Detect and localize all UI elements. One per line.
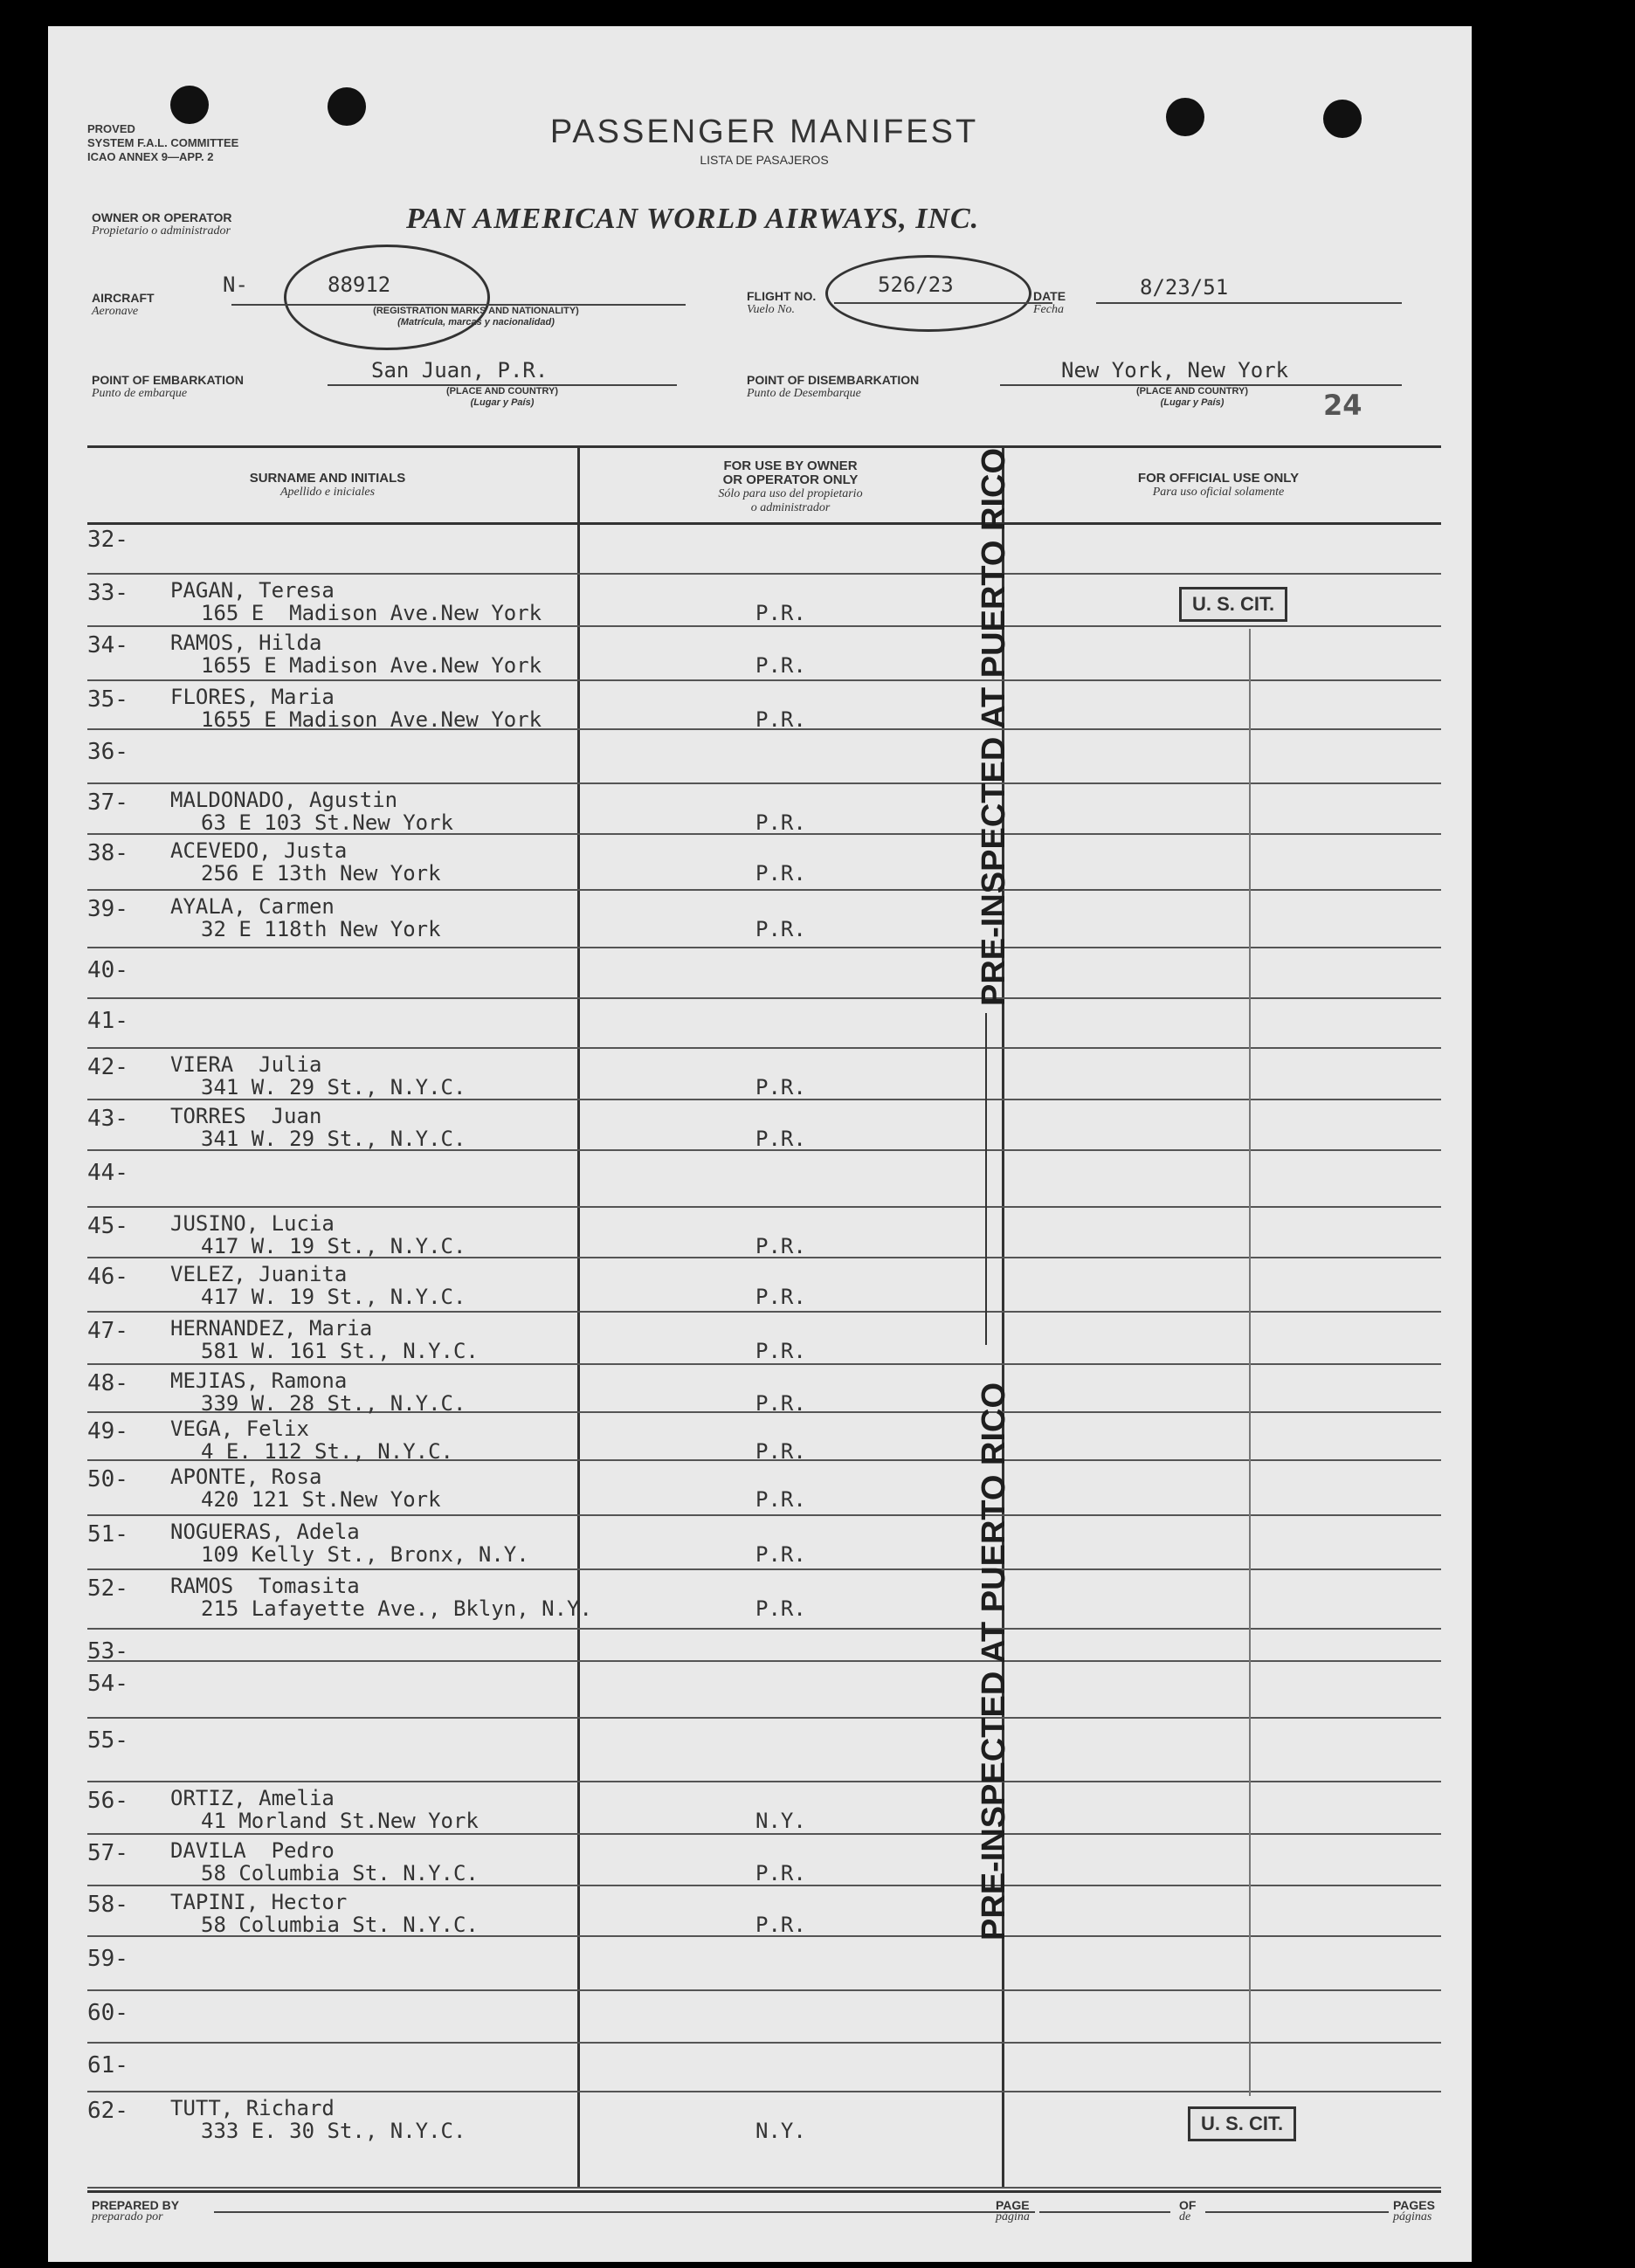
operator-code: P.R. xyxy=(755,1339,806,1363)
row-rule xyxy=(87,2091,1441,2092)
operator-code: P.R. xyxy=(755,1391,806,1416)
footer-rule xyxy=(87,2190,1441,2193)
row-rule xyxy=(87,1660,1441,1662)
passenger-name: VEGA, Felix xyxy=(170,1417,309,1441)
approval-line: PROVED xyxy=(87,122,135,135)
of-label: OF de xyxy=(1179,2198,1197,2223)
sheet-number: 24 xyxy=(1323,389,1362,422)
prepared-by-label: PREPARED BY preparado por xyxy=(92,2198,180,2223)
passenger-address: 417 W. 19 St., N.Y.C. xyxy=(201,1234,466,1258)
operator-code: P.R. xyxy=(755,1127,806,1151)
punch-hole xyxy=(170,86,209,124)
row-number: 57- xyxy=(87,1840,128,1866)
row-number: 54- xyxy=(87,1671,128,1697)
operator-code: P.R. xyxy=(755,653,806,678)
operator-code: P.R. xyxy=(755,1596,806,1621)
operator-code: P.R. xyxy=(755,810,806,835)
registration-circle xyxy=(284,245,490,350)
row-rule xyxy=(87,1628,1441,1630)
row-rule xyxy=(87,1206,1441,1208)
row-rule xyxy=(87,679,1441,681)
row-number: 34- xyxy=(87,632,128,658)
pages-label: PAGES páginas xyxy=(1393,2198,1435,2223)
passenger-name: TUTT, Richard xyxy=(170,2096,335,2120)
operator-code: P.R. xyxy=(755,917,806,941)
row-rule xyxy=(87,625,1441,627)
row-rule xyxy=(87,997,1441,999)
passenger-name: HERNANDEZ, Maria xyxy=(170,1316,373,1341)
passenger-address: 1655 E Madison Ave.New York xyxy=(201,653,542,678)
passenger-address: 339 W. 28 St., N.Y.C. xyxy=(201,1391,466,1416)
passenger-name: RAMOS, Hilda xyxy=(170,631,322,655)
operator-code: P.R. xyxy=(755,1285,806,1309)
disembark-point: New York, New York xyxy=(1061,358,1289,383)
owner-label: OWNER OR OPERATOR Propietario o administrador xyxy=(92,210,232,238)
row-number: 39- xyxy=(87,896,128,922)
row-rule xyxy=(87,889,1441,891)
row-number: 38- xyxy=(87,840,128,866)
operator-code: P.R. xyxy=(755,1487,806,1512)
flight-number: 526/23 xyxy=(878,272,954,297)
page-subtitle: LISTA DE PASAJEROS xyxy=(700,153,829,167)
passenger-address: 333 E. 30 St., N.Y.C. xyxy=(201,2119,466,2143)
registration-caption: (REGISTRATION MARKS AND NATIONALITY) (Matrícula, marcas y nacionalidad) xyxy=(373,306,579,327)
aircraft-label: AIRCRAFT Aeronave xyxy=(92,291,155,318)
punch-hole xyxy=(1323,100,1362,138)
passenger-address: 215 Lafayette Ave., Bklyn, N.Y. xyxy=(201,1596,592,1621)
row-number: 61- xyxy=(87,2052,128,2078)
passenger-address: 417 W. 19 St., N.Y.C. xyxy=(201,1285,466,1309)
row-number: 62- xyxy=(87,2098,128,2124)
row-number: 47- xyxy=(87,1318,128,1344)
page-title: PASSENGER MANIFEST xyxy=(549,114,979,150)
passenger-name: PAGAN, Teresa xyxy=(170,578,335,603)
row-number: 33- xyxy=(87,580,128,606)
passenger-name: TORRES Juan xyxy=(170,1104,322,1128)
passenger-address: 341 W. 29 St., N.Y.C. xyxy=(201,1075,466,1100)
row-number: 45- xyxy=(87,1213,128,1239)
flight-date: 8/23/51 xyxy=(1140,275,1229,300)
operator-code: P.R. xyxy=(755,1075,806,1100)
row-number: 60- xyxy=(87,2000,128,2026)
prepared-by-line xyxy=(214,2211,1035,2213)
row-number: 41- xyxy=(87,1008,128,1034)
embark-caption: (PLACE AND COUNTRY) (Lugar y País) xyxy=(445,386,559,408)
row-rule xyxy=(87,1047,1441,1049)
approval-block xyxy=(87,122,238,164)
passenger-address: 63 E 103 St.New York xyxy=(201,810,453,835)
manifest-page xyxy=(48,26,1472,2262)
passenger-name: ACEVEDO, Justa xyxy=(170,838,348,863)
passenger-name: APONTE, Rosa xyxy=(170,1465,322,1489)
row-number: 58- xyxy=(87,1892,128,1918)
passenger-name: DAVILA Pedro xyxy=(170,1838,335,1863)
row-rule xyxy=(87,1833,1441,1835)
operator-code: P.R. xyxy=(755,1439,806,1464)
row-number: 51- xyxy=(87,1521,128,1548)
passenger-name: RAMOS Tomasita xyxy=(170,1574,360,1598)
passenger-address: 32 E 118th New York xyxy=(201,917,441,941)
stamp-connector-line xyxy=(985,1013,987,1345)
header-rule xyxy=(87,522,1441,525)
column-header-official-use: FOR OFFICIAL USE ONLY Para uso oficial solamente xyxy=(1137,471,1300,499)
operator-code: P.R. xyxy=(755,601,806,625)
operator-code: P.R. xyxy=(755,1542,806,1567)
page-line xyxy=(1039,2211,1170,2213)
operator-code: N.Y. xyxy=(755,2119,806,2143)
operator-code: P.R. xyxy=(755,861,806,886)
row-number: 59- xyxy=(87,1946,128,1972)
table-top-rule xyxy=(87,445,1441,448)
row-number: 32- xyxy=(87,527,128,553)
operator-code: P.R. xyxy=(755,1234,806,1258)
row-number: 56- xyxy=(87,1788,128,1814)
row-rule xyxy=(87,573,1441,575)
row-number: 52- xyxy=(87,1575,128,1602)
row-number: 50- xyxy=(87,1466,128,1492)
operator-code: P.R. xyxy=(755,707,806,732)
approval-line: ICAO ANNEX 9—APP. 2 xyxy=(87,150,214,163)
row-rule xyxy=(87,2042,1441,2044)
aircraft-registration: 88912 xyxy=(328,272,391,297)
row-number: 55- xyxy=(87,1727,128,1754)
punch-hole xyxy=(328,87,366,126)
row-rule xyxy=(87,1311,1441,1313)
row-number: 44- xyxy=(87,1160,128,1186)
row-rule xyxy=(87,947,1441,948)
passenger-name: AYALA, Carmen xyxy=(170,894,335,919)
passenger-name: VELEZ, Juanita xyxy=(170,1262,348,1286)
citizen-stamp: U. S. CIT. xyxy=(1179,587,1287,622)
aircraft-prefix: N- xyxy=(223,272,248,297)
passenger-name: NOGUERAS, Adela xyxy=(170,1520,360,1544)
punch-hole xyxy=(1166,98,1204,136)
embark-point: San Juan, P.R. xyxy=(371,358,548,383)
passenger-address: 41 Morland St.New York xyxy=(201,1809,479,1833)
row-number: 48- xyxy=(87,1370,128,1396)
flight-circle xyxy=(825,255,1031,332)
row-number: 53- xyxy=(87,1638,128,1665)
passenger-name: FLORES, Maria xyxy=(170,685,335,709)
row-rule xyxy=(87,2187,1441,2189)
passenger-name: MEJIAS, Ramona xyxy=(170,1368,348,1393)
row-number: 46- xyxy=(87,1264,128,1290)
disembark-caption: (PLACE AND COUNTRY) (Lugar y País) xyxy=(1135,386,1249,408)
operator-code: P.R. xyxy=(755,1861,806,1885)
flight-underline xyxy=(834,302,1052,304)
passenger-address: 165 E Madison Ave.New York xyxy=(201,601,542,625)
row-rule xyxy=(87,1568,1441,1570)
row-number: 36- xyxy=(87,739,128,765)
passenger-name: MALDONADO, Agustin xyxy=(170,788,398,812)
row-number: 49- xyxy=(87,1418,128,1444)
operator-code: P.R. xyxy=(755,1913,806,1937)
row-rule xyxy=(87,1514,1441,1516)
row-rule xyxy=(87,1363,1441,1365)
passenger-address: 581 W. 161 St., N.Y.C. xyxy=(201,1339,479,1363)
column-header-owner-use: FOR USE BY OWNER OR OPERATOR ONLY Sólo para uso del propietario o administrador xyxy=(718,458,863,514)
passenger-address: 1655 E Madison Ave.New York xyxy=(201,707,542,732)
row-number: 35- xyxy=(87,686,128,713)
column-divider xyxy=(577,445,580,2188)
of-line xyxy=(1205,2211,1389,2213)
passenger-address: 58 Columbia St. N.Y.C. xyxy=(201,1913,479,1937)
passenger-address: 341 W. 29 St., N.Y.C. xyxy=(201,1127,466,1151)
disembark-label: POINT OF DISEMBARKATION Punto de Desembarque xyxy=(747,373,920,400)
passenger-address: 256 E 13th New York xyxy=(201,861,441,886)
passenger-name: JUSINO, Lucia xyxy=(170,1211,335,1236)
row-number: 37- xyxy=(87,789,128,816)
passenger-name: ORTIZ, Amelia xyxy=(170,1786,335,1810)
embark-label: POINT OF EMBARKATION Punto de embarque xyxy=(92,373,244,400)
row-rule xyxy=(87,1717,1441,1719)
row-number: 42- xyxy=(87,1054,128,1080)
preinspected-stamp: PRE-INSPECTED AT PUERTO RICO xyxy=(976,447,1012,1006)
operator-name: PAN AMERICAN WORLD AIRWAYS, INC. xyxy=(406,203,980,235)
passenger-address: 420 121 St.New York xyxy=(201,1487,441,1512)
date-label: DATE Fecha xyxy=(1033,289,1066,316)
citizen-stamp: U. S. CIT. xyxy=(1188,2106,1296,2141)
page-label: PAGE página xyxy=(996,2198,1030,2223)
passenger-name: TAPINI, Hector xyxy=(170,1890,348,1914)
row-rule xyxy=(87,1989,1441,1991)
column-header-name: SURNAME AND INITIALS Apellido e iniciales xyxy=(249,471,406,499)
flight-label: FLIGHT NO. Vuelo No. xyxy=(747,289,817,316)
row-rule xyxy=(87,1781,1441,1782)
date-underline xyxy=(1096,302,1402,304)
passenger-name: VIERA Julia xyxy=(170,1052,322,1077)
preinspected-stamp: PRE-INSPECTED AT PUERTO RICO xyxy=(976,1382,1012,1941)
passenger-address: 109 Kelly St., Bronx, N.Y. xyxy=(201,1542,529,1567)
approval-line: SYSTEM F.A.L. COMMITTEE xyxy=(87,136,239,149)
operator-code: N.Y. xyxy=(755,1809,806,1833)
row-number: 40- xyxy=(87,957,128,983)
row-rule xyxy=(87,782,1441,784)
passenger-address: 58 Columbia St. N.Y.C. xyxy=(201,1861,479,1885)
row-number: 43- xyxy=(87,1106,128,1132)
ditto-line xyxy=(1249,629,1251,2096)
passenger-address: 4 E. 112 St., N.Y.C. xyxy=(201,1439,453,1464)
